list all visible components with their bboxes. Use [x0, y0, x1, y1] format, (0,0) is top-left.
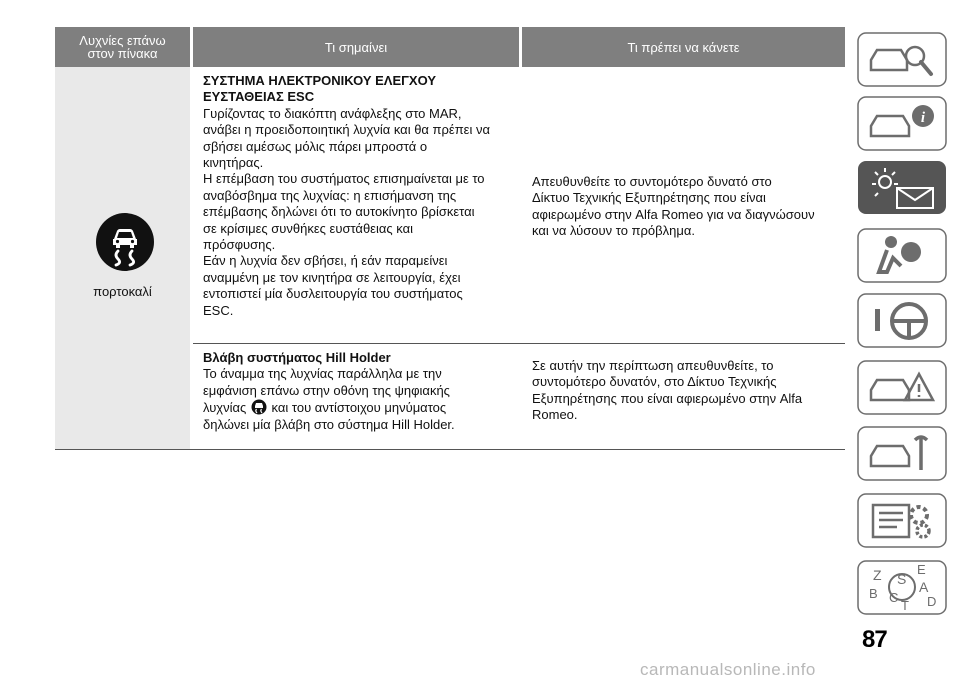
- row2-body4: δηλώνει μία βλάβη στο σύστημα Hill Holder.: [203, 416, 455, 432]
- row1-body-1: ανάβει η προειδοποιητική λυχνία και θα πρέπει να: [203, 122, 490, 138]
- row2-action-0: Σε αυτήν την περίπτωση απευθυνθείτε, το: [532, 358, 774, 373]
- lamp-cell: [55, 67, 190, 450]
- sidebar-tab-car-info[interactable]: [857, 96, 947, 151]
- row1-meaning: [193, 67, 519, 319]
- row1-body-2: σβήσει αμέσως μόλις πάρει μπροστά ο: [203, 138, 428, 154]
- index-letter-d: D: [927, 594, 937, 609]
- header-action-label: Τι πρέπει να κάνετε: [627, 39, 740, 55]
- row2-action-3: Romeo.: [532, 407, 578, 423]
- row2-body2: εμφάνιση επάνω στην οθόνη της ψηφιακής: [203, 382, 450, 398]
- row1-body-5: αναβόσβημα της λυχνίας: η επισήμανση της: [203, 187, 457, 203]
- header-action: [522, 27, 845, 67]
- car-emergency-icon: [857, 360, 947, 415]
- row1-body-6: επέμβασης δηλώνει ότι το αυτοκίνητο βρίσκεται: [203, 204, 475, 220]
- row2-body3a: λυχνίας: [203, 400, 247, 416]
- row1-action: [522, 170, 845, 240]
- index-letter-z: Z: [873, 567, 882, 583]
- row1-body-3: κινητήρας.: [203, 155, 264, 171]
- row1-action-0: Απευθυνθείτε το συντομότερο δυνατό στο: [532, 174, 772, 189]
- sidebar-tab-warning-lights[interactable]: [857, 160, 947, 215]
- specifications-gear-icon: [857, 493, 947, 548]
- warning-lights-message-icon: [857, 160, 947, 215]
- header-meaning: [193, 27, 519, 67]
- row2-body3b: και του αντίστοιχου μηνύματος: [271, 400, 447, 416]
- header-lamps: [55, 27, 190, 67]
- steering-wheel-icon: [857, 293, 947, 348]
- row1-action-1: Δίκτυο Τεχνικής Εξυπηρέτησης που είναι: [532, 190, 766, 206]
- sidebar-tab-car-search[interactable]: [857, 32, 947, 87]
- page-number: 87: [862, 626, 887, 653]
- row1-title-line1: ΣΥΣΤΗΜΑ ΗΛΕΚΤΡΟΝΙΚΟΥ ΕΛΕΓΧΟΥ: [203, 73, 437, 88]
- index-letter-e: E: [917, 562, 926, 577]
- table-bottom-line: [55, 449, 845, 450]
- svg-text:i: i: [920, 110, 926, 126]
- row2-action-1: συντομότερο δυνατόν, στο Δίκτυο Τεχνικής: [532, 374, 777, 390]
- row2-body1: Το άναμμα της λυχνίας παράλληλα με την: [203, 366, 442, 382]
- header-meaning-label: Τι σημαίνει: [324, 39, 388, 55]
- sidebar-tab-driving[interactable]: [857, 293, 947, 348]
- car-maintenance-icon: [857, 426, 947, 481]
- row1-body-7: σε κρίσιμες συνθήκες ευστάθειας και: [203, 220, 413, 236]
- lamp-color-label: πορτοκαλί: [93, 284, 152, 299]
- index-letter-b: B: [869, 586, 878, 601]
- row1-title-line2: ΕΥΣΤΑΘΕΙΑΣ ESC: [203, 89, 315, 105]
- row1-body-8: πρόσφυσης.: [203, 237, 276, 253]
- row1-body-0: Γυρίζοντας το διακόπτη ανάφλεξης στο MAR,: [203, 105, 462, 121]
- footer-watermark[interactable]: carmanualsonline.info: [640, 660, 816, 679]
- row1-action-3: και να λύσουν το πρόβλημα.: [532, 223, 695, 239]
- row1-body-11: εντοπιστεί μία δυσλειτουργία του συστήματος: [203, 286, 463, 302]
- row-divider: [193, 343, 845, 344]
- esc-inline-icon: [250, 399, 268, 415]
- row2-action: [522, 354, 845, 424]
- row1-action-2: αφιερωμένο στην Alfa Romeo για να διαγνώσουν: [532, 206, 815, 222]
- sidebar-tab-maintenance[interactable]: [857, 426, 947, 481]
- index-letter-a: A: [919, 579, 929, 595]
- row1-body-4: Η επέμβαση του συστήματος επισημαίνεται με το: [203, 171, 485, 187]
- header-lamps-label: Λυχνίες επάνω στον πίνακα: [79, 33, 166, 61]
- car-search-icon: [857, 32, 947, 87]
- row2-title: Βλάβη συστήματος Hill Holder: [203, 350, 391, 365]
- row1-body-10: αναμμένη με τον κινητήρα σε λειτουργία, έχει: [203, 269, 461, 285]
- index-letter-c: C: [889, 590, 899, 605]
- sidebar-tab-safety[interactable]: [857, 228, 947, 283]
- sidebar-tab-index[interactable]: [857, 560, 947, 615]
- esc-warning-lamp-icon: [95, 212, 155, 272]
- car-info-icon: [857, 96, 947, 151]
- sidebar-tab-emergency[interactable]: [857, 360, 947, 415]
- row1-body-12: ESC.: [203, 302, 234, 318]
- index-letter-s: S: [897, 571, 907, 587]
- sidebar-tab-specifications[interactable]: [857, 493, 947, 548]
- row2-meaning: [193, 346, 519, 433]
- row1-body-9: Εάν η λυχνία δεν σβήσει, ή εάν παραμείνει: [203, 253, 448, 269]
- index-letter-t: T: [901, 598, 909, 613]
- alphabetical-index-icon: [857, 560, 947, 615]
- airbag-safety-icon: [857, 228, 947, 283]
- row2-action-2: Εξυπηρέτησης που είναι αφιερωμένο στην Alfa: [532, 390, 803, 406]
